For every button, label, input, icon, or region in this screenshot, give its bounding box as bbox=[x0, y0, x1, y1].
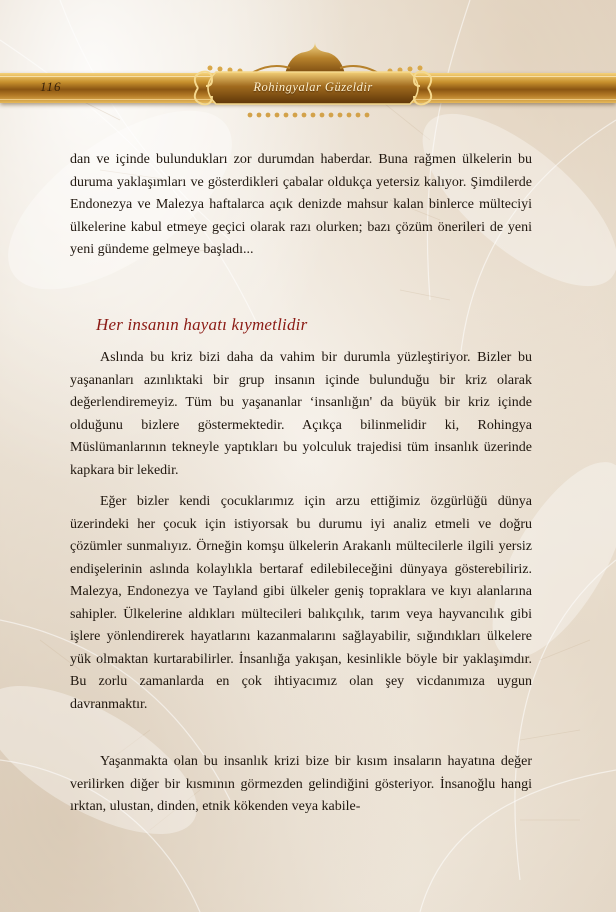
paragraph: Aslında bu kriz bizi daha da vahim bir durumla yüzleştiriyor. Bizler bu yaşananları azınlıktaki bir grup insanın içinde bulunduğu bir kriz olarak değerlendiremeyiz. Tüm bu yaşananlar ‘insanlığın' da büyük bir kriz içinde olduğunu bizlere göstermektedir. Açıkça bilinmelidir ki, Rohingya Müslümanlarının tekneyle yaptıkları bu yolculuk trajedisi tüm insanlık üzerinde kapkara bir lekedir. bbox=[70, 350, 532, 478]
paragraph-continued: dan ve içinde bulundukları zor durumdan haberdar. Buna rağmen ülkelerin bu duruma yaklaşımları ve gösterdikleri çabalar oldukça yetersiz kalıyor. Şimdilerde Endonezya ve Malezya haftalarca açık denizde mahsur kalan binlerce mülteciyi ülkelerine kabul etmeye geçici olarak razı olurken; bazı çözüm önerileri de yeni yeni gündeme gelmeye başladı... bbox=[70, 152, 532, 257]
paragraph: Yaşanmakta olan bu insanlık krizi bize bir kısım insaların hayatına değer verilirken diğer bir kısmının görmezden gelindiğini gösteriyor. İnsanoğlu hangi ırktan, ulustan, dinden, etnik kökenden veya kabile- bbox=[70, 754, 532, 814]
page-number: 116 bbox=[40, 79, 62, 94]
running-title: Rohingyalar Güzeldir bbox=[253, 80, 373, 94]
section-heading: Her insanın hayatı kıymetlidir bbox=[96, 315, 308, 334]
header-bead-ornament bbox=[245, 110, 375, 120]
paragraph: Eğer bizler kendi çocuklarımız için arzu ettiğimiz özgürlüğü dünya üzerindeki her çocuk için istiyorsak bu durumu iyi analiz etmeli ve doğru çözümler sunmalıyız. Örneğin komşu ülkelerin Arakanlı mültecilerle ilgili yersiz endişelerinin aslında kolaylıkla bertaraf edilebileceğini dünyaya gösterebiliriz. Malezya, Endonezya ve Tayland gibi ülkeler geniş topraklara ve kıyı alanlarına sahipler. Ülkelerine aldıkları mültecileri balıkçılık, tarım veya hayvancılık gibi işlere yönlendirerek hayatlarını kazanmalarını sağlayabilir, sığındıkları ülkelere yük olmaktan kurtarabilirler. İnsanlığa yakışan, kesinlikle böyle bir yaklaşımdır. Bu zorlu zamanlarda en çok ihtiyacımız olan şey vicdanımıza uygun davranmaktır. bbox=[70, 494, 532, 712]
